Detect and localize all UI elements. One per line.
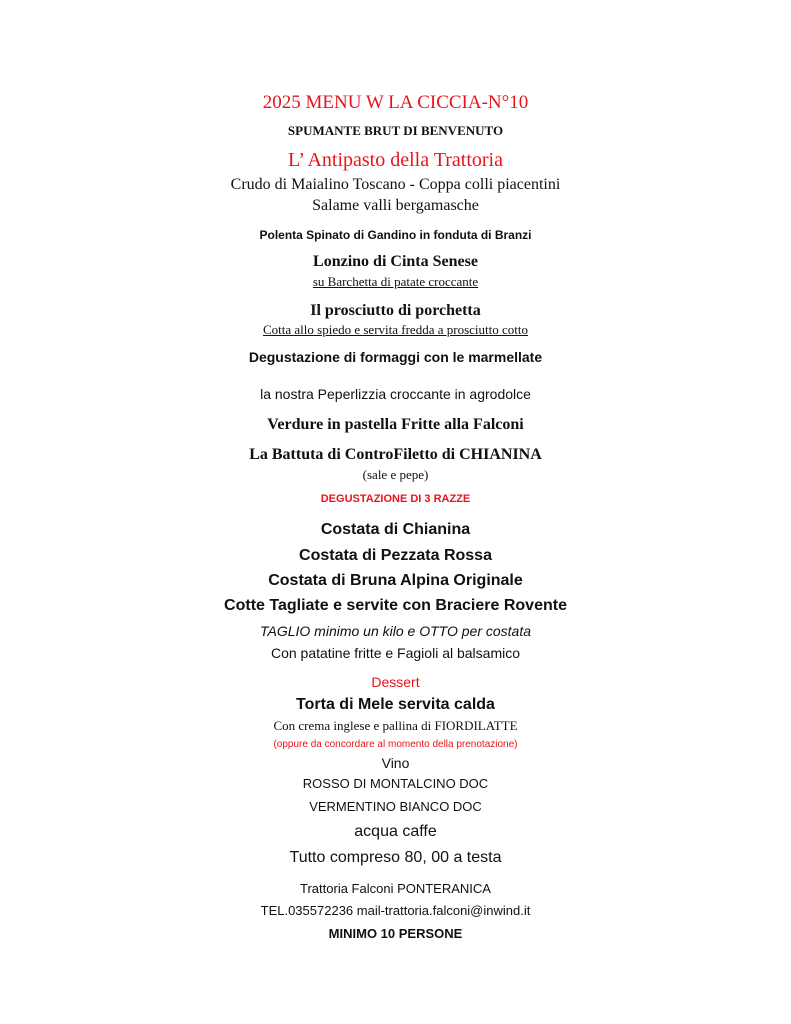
- battuta-name: La Battuta di ControFiletto di CHIANINA: [249, 446, 542, 463]
- minimum-guests: MINIMO 10 PERSONE: [328, 926, 463, 941]
- vino-heading: Vino: [381, 755, 410, 771]
- menu-title: 2025 MENU W LA CICCIA-N°10: [262, 92, 529, 113]
- antipasto-line-1: Crudo di Maialino Toscano - Coppa colli piacentini: [230, 176, 561, 193]
- trattoria-name: Trattoria Falconi PONTERANICA: [300, 881, 491, 896]
- antipasto-line-2: Salame valli bergamasche: [312, 197, 479, 214]
- dessert-detail: Con crema inglese e pallina di FIORDILATTE: [273, 718, 518, 733]
- polenta-item: Polenta Spinato di Gandino in fonduta di Branzi: [259, 228, 532, 242]
- costata-item: Costata di Pezzata Rossa: [299, 547, 492, 564]
- antipasto-heading: L’ Antipasto della Trattoria: [288, 149, 503, 171]
- contorno-side: Con patatine fritte e Fagioli al balsamico: [270, 645, 521, 661]
- contact-info: TEL.035572236 mail-trattoria.falconi@inwind.it: [260, 903, 531, 918]
- wine-item: VERMENTINO BIANCO DOC: [309, 799, 482, 814]
- costata-item: Cotte Tagliate e servite con Braciere Rovente: [224, 597, 567, 614]
- taglio-note: TAGLIO minimo un kilo e OTTO per costata: [259, 623, 532, 639]
- formaggi-item: Degustazione di formaggi con le marmellate: [248, 349, 543, 365]
- degustazione-heading: DEGUSTAZIONE DI 3 RAZZE: [320, 493, 471, 505]
- prosciutto-detail: Cotta allo spiedo e servita fredda a prosciutto cotto: [263, 322, 528, 337]
- costata-item: Costata di Chianina: [320, 521, 471, 538]
- lonzino-name: Lonzino di Cinta Senese: [313, 253, 478, 270]
- dessert-name: Torta di Mele servita calda: [296, 696, 495, 713]
- battuta-detail: (sale e pepe): [362, 467, 429, 482]
- dessert-heading: Dessert: [371, 674, 420, 690]
- verdure-item: Verdure in pastella Fritte alla Falconi: [267, 416, 524, 433]
- wine-item: ROSSO DI MONTALCINO DOC: [302, 776, 489, 791]
- prosciutto-name: Il prosciutto di porchetta: [310, 302, 481, 319]
- costata-item: Costata di Bruna Alpina Originale: [268, 572, 523, 589]
- price-line: Tutto compreso 80, 00 a testa: [289, 849, 502, 866]
- welcome-drink: SPUMANTE BRUT DI BENVENUTO: [287, 123, 504, 138]
- lonzino-detail: su Barchetta di patate croccante: [312, 274, 479, 289]
- dessert-note: (oppure da concordare al momento della prenotazione): [273, 739, 518, 750]
- peperlizzia-item: la nostra Peperlizzia croccante in agrodolce: [260, 386, 531, 402]
- drinks-line: acqua caffe: [354, 823, 437, 840]
